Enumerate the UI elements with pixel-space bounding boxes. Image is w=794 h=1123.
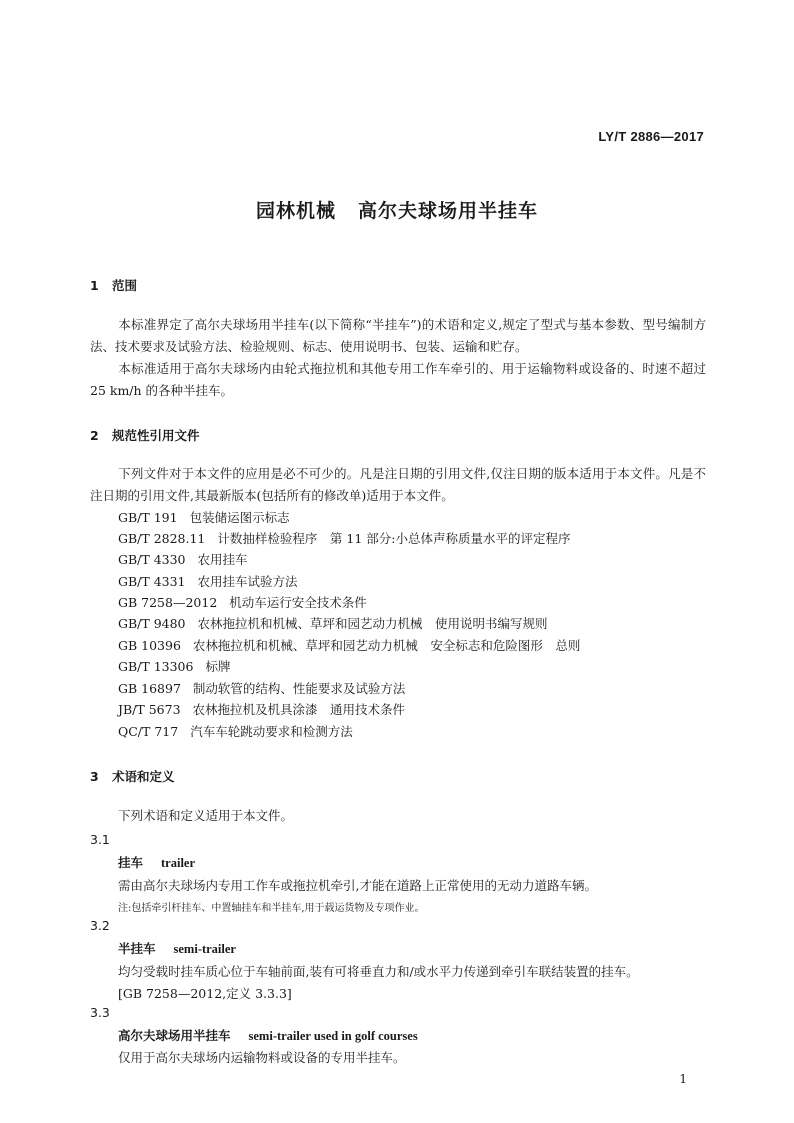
section-3-intro: 下列术语和定义适用于本文件。 — [118, 808, 294, 823]
reference-item: GB/T 191 包装储运图示标志 — [118, 510, 290, 525]
term-note: 注:包括牵引杆挂车、中置轴挂车和半挂车,用于载运货物及专项作业。 — [118, 903, 425, 914]
clause-number: 3.1 — [90, 832, 110, 847]
section-number: 2 — [90, 428, 99, 443]
term-heading: 半挂车 semi-trailer — [118, 941, 236, 956]
standard-number: LY/T 2886—2017 — [598, 129, 704, 144]
clause-number: 3.3 — [90, 1005, 110, 1020]
reference-item: GB/T 13306 标牌 — [118, 659, 231, 674]
term-definition: 均匀受载时挂车质心位于车轴前面,装有可将垂直力和/或水平力传递到牵引车联结装置的挂车。 — [118, 964, 639, 979]
title-part1: 园林机械 — [255, 200, 336, 222]
term-heading: 挂车 trailer — [118, 855, 196, 870]
term-source: [GB 7258—2012,定义 3.3.3] — [118, 986, 292, 1001]
section-title: 术语和定义 — [112, 769, 175, 784]
section-2-intro: 下列文件对于本文件的应用是必不可少的。凡是注日期的引用文件,仅注日期的版本适用于本文件。凡是不注日期的引用文件,其最新版本(包括所有的修改单)适用于本文件。 — [90, 466, 706, 503]
reference-item: GB/T 4330 农用挂车 — [118, 552, 248, 567]
term-definition: 仅用于高尔夫球场内运输物料或设备的专用半挂车。 — [118, 1050, 406, 1065]
section-title: 范围 — [112, 278, 138, 293]
term-definition: 需由高尔夫球场内专用工作车或拖拉机牵引,才能在道路上正常使用的无动力道路车辆。 — [118, 878, 597, 893]
section-number: 1 — [90, 278, 99, 293]
section-3-heading — [90, 767, 175, 785]
reference-item: GB/T 9480 农林拖拉机和机械、草坪和园艺动力机械 使用说明书编写规则 — [118, 616, 548, 631]
section-title: 规范性引用文件 — [112, 428, 200, 443]
reference-item: GB/T 2828.11 计数抽样检验程序 第 11 部分:小总体声称质量水平的评定程序 — [118, 531, 571, 546]
reference-item: JB/T 5673 农林拖拉机及机具涂漆 通用技术条件 — [118, 702, 406, 717]
reference-item: QC/T 717 汽车车轮跳动要求和检测方法 — [118, 724, 353, 739]
reference-item: GB/T 4331 农用挂车试验方法 — [118, 574, 298, 589]
page-number: 1 — [679, 1072, 687, 1086]
section-2-heading — [90, 426, 200, 444]
reference-item: GB 16897 制动软管的结构、性能要求及试验方法 — [118, 681, 406, 696]
clause-number: 3.2 — [90, 918, 110, 933]
section-number: 3 — [90, 769, 99, 784]
title-part2: 高尔夫球场用半挂车 — [358, 200, 539, 222]
document-title — [0, 196, 794, 223]
term-heading: 高尔夫球场用半挂车 semi-trailer used in golf courses — [118, 1028, 418, 1043]
section-1-para-2: 本标准适用于高尔夫球场内由轮式拖拉机和其他专用工作车牵引的、用于运输物料或设备的、时速不超过 25 km/h 的各种半挂车。 — [90, 361, 706, 398]
section-1-para-1: 本标准界定了高尔夫球场用半挂车(以下简称“半挂车”)的术语和定义,规定了型式与基本参数、型号编制方法、技术要求及试验方法、检验规则、标志、使用说明书、包装、运输和贮存。 — [90, 317, 706, 354]
reference-item: GB 10396 农林拖拉机和机械、草坪和园艺动力机械 安全标志和危险图形 总则 — [118, 638, 581, 653]
section-1-heading — [90, 276, 137, 294]
reference-item: GB 7258—2012 机动车运行安全技术条件 — [118, 595, 367, 610]
